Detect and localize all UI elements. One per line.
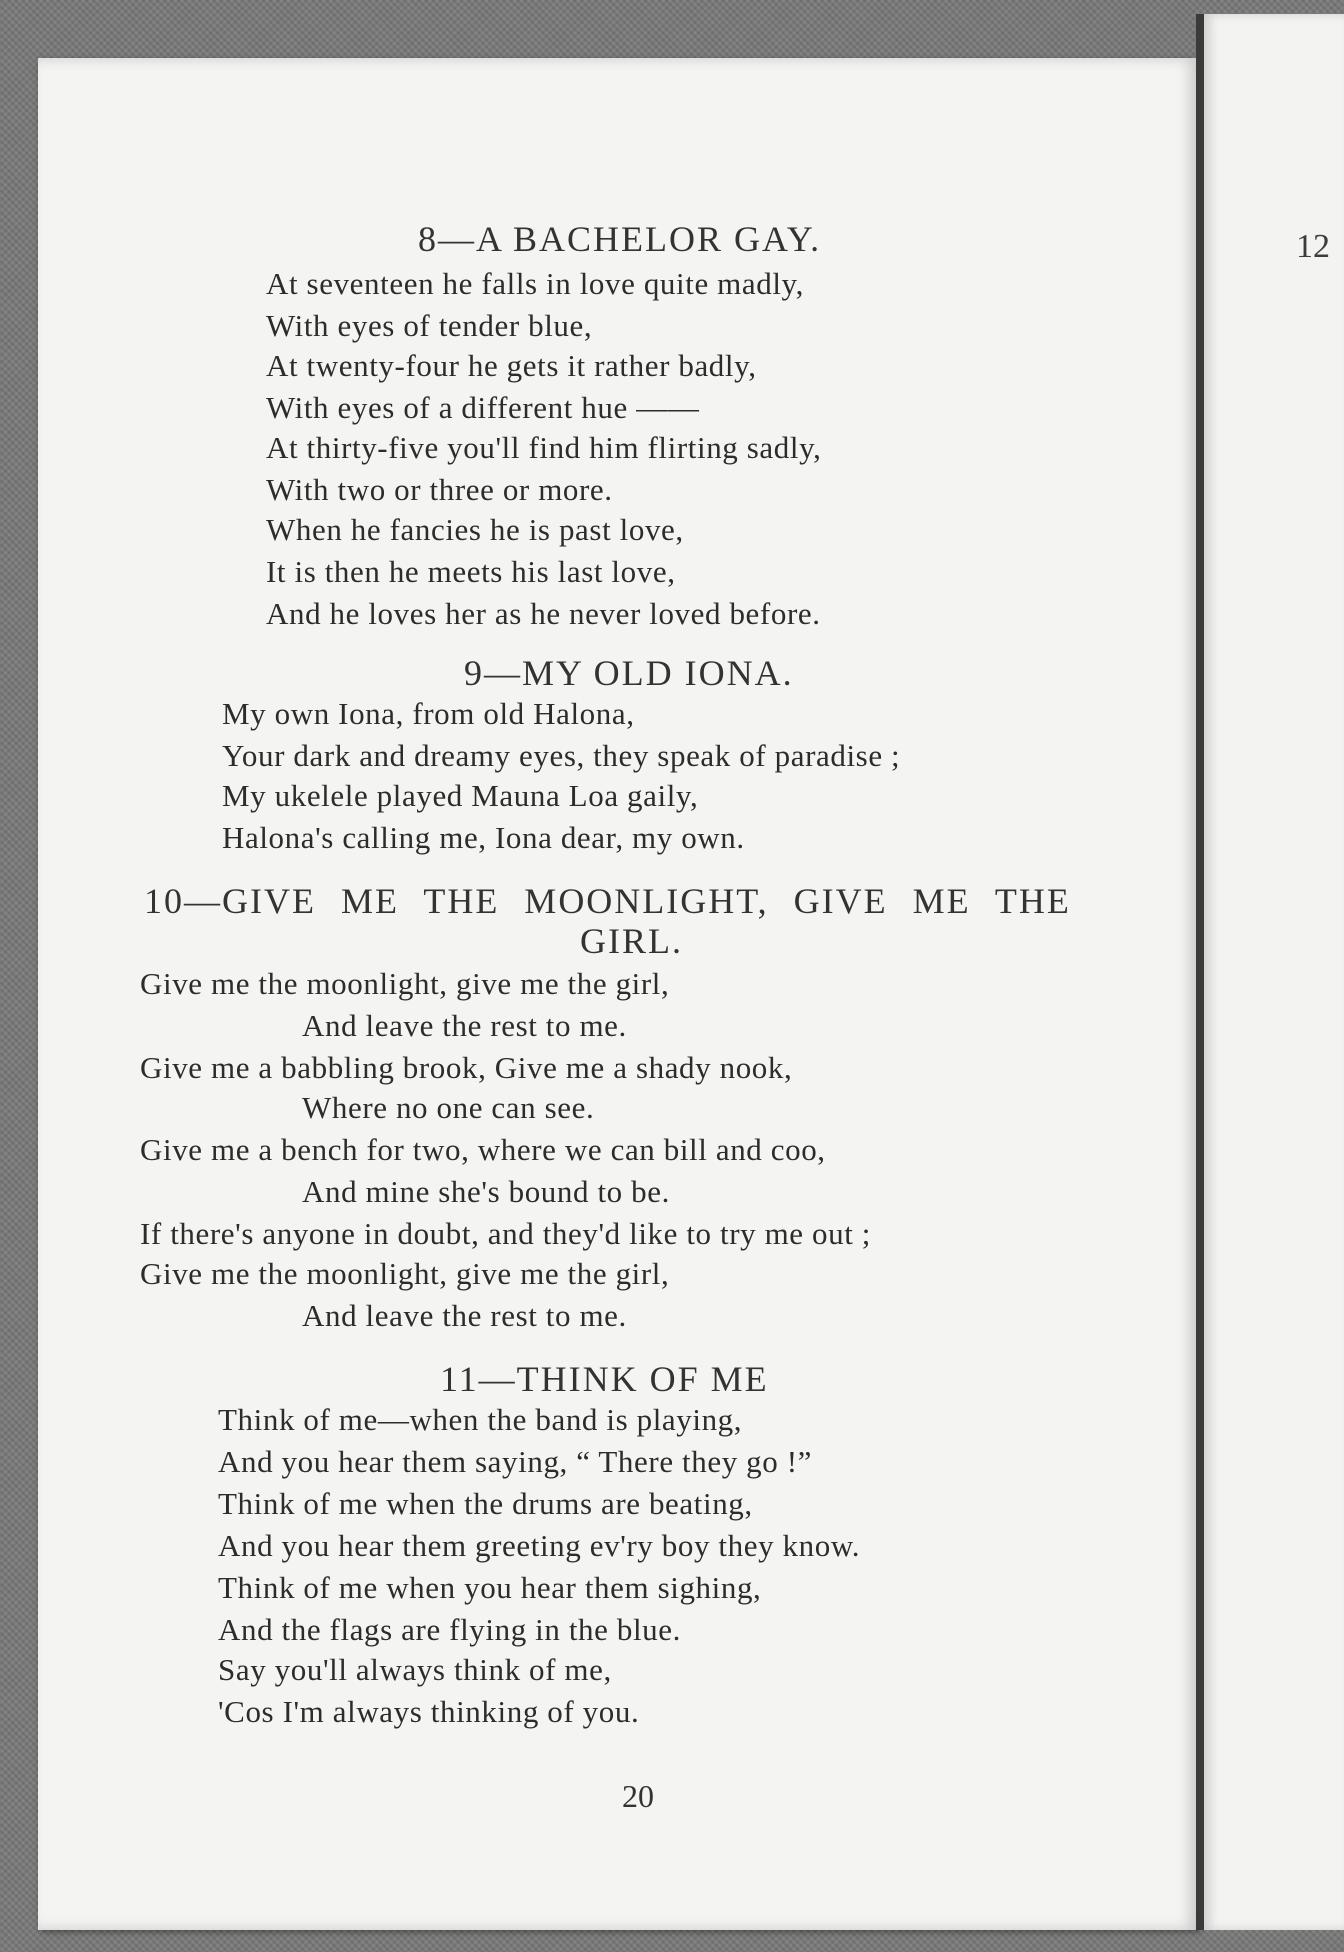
song-line: Think of me—when the band is playing,: [218, 1402, 743, 1437]
right-page-number: 12: [1296, 228, 1330, 265]
song-line: Halona's calling me, Iona dear, my own.: [222, 820, 745, 855]
song-line: And he loves her as he never loved before.: [266, 596, 821, 631]
page-number: 20: [622, 1778, 654, 1814]
song-line: 'Cos I'm always thinking of you.: [218, 1694, 640, 1729]
song-line: Say you'll always think of me,: [218, 1652, 612, 1687]
song-line: With two or three or more.: [266, 472, 613, 507]
song-line: And mine she's bound to be.: [302, 1174, 670, 1209]
song-line: My own Iona, from old Halona,: [222, 696, 635, 731]
book-gutter: [1196, 14, 1204, 1930]
song-line: At thirty-five you'll find him flirting sadly,: [266, 430, 822, 465]
song-line: Give me a babbling brook, Give me a shady nook,: [140, 1050, 793, 1085]
song-line: Your dark and dreamy eyes, they speak of paradise ;: [222, 738, 901, 773]
song-line: And leave the rest to me.: [302, 1008, 627, 1043]
song-line: And you hear them greeting ev'ry boy they know.: [218, 1528, 861, 1563]
song-line: Think of me when you hear them sighing,: [218, 1570, 762, 1605]
song-title-11: 11—THINK OF ME: [440, 1359, 769, 1399]
song-line: If there's anyone in doubt, and they'd like to try me out ;: [140, 1216, 871, 1251]
song-line: Give me a bench for two, where we can bill and coo,: [140, 1132, 826, 1167]
song-title-10: 10—GIVE ME THE MOONLIGHT, GIVE ME THE: [144, 881, 1071, 921]
song-line: With eyes of a different hue ——: [266, 390, 700, 425]
song-line: And you hear them saying, “ There they go !”: [218, 1444, 812, 1479]
song-title-9: 9—MY OLD IONA.: [464, 653, 794, 693]
song-title-10-continued: GIRL.: [580, 921, 683, 961]
song-line: When he fancies he is past love,: [266, 512, 684, 547]
song-line: At seventeen he falls in love quite madly,: [266, 266, 804, 301]
song-title-8: 8—A BACHELOR GAY.: [418, 219, 822, 259]
song-line: Give me the moonlight, give me the girl,: [140, 1256, 670, 1291]
song-line: And the flags are flying in the blue.: [218, 1612, 681, 1647]
right-page: [1204, 14, 1344, 1930]
song-line: Where no one can see.: [302, 1090, 595, 1125]
song-line: It is then he meets his last love,: [266, 554, 676, 589]
song-line: My ukelele played Mauna Loa gaily,: [222, 778, 699, 813]
song-line: Give me the moonlight, give me the girl,: [140, 966, 670, 1001]
song-line: Think of me when the drums are beating,: [218, 1486, 753, 1521]
song-line: With eyes of tender blue,: [266, 308, 593, 343]
song-line: And leave the rest to me.: [302, 1298, 627, 1333]
song-line: At twenty-four he gets it rather badly,: [266, 348, 757, 383]
